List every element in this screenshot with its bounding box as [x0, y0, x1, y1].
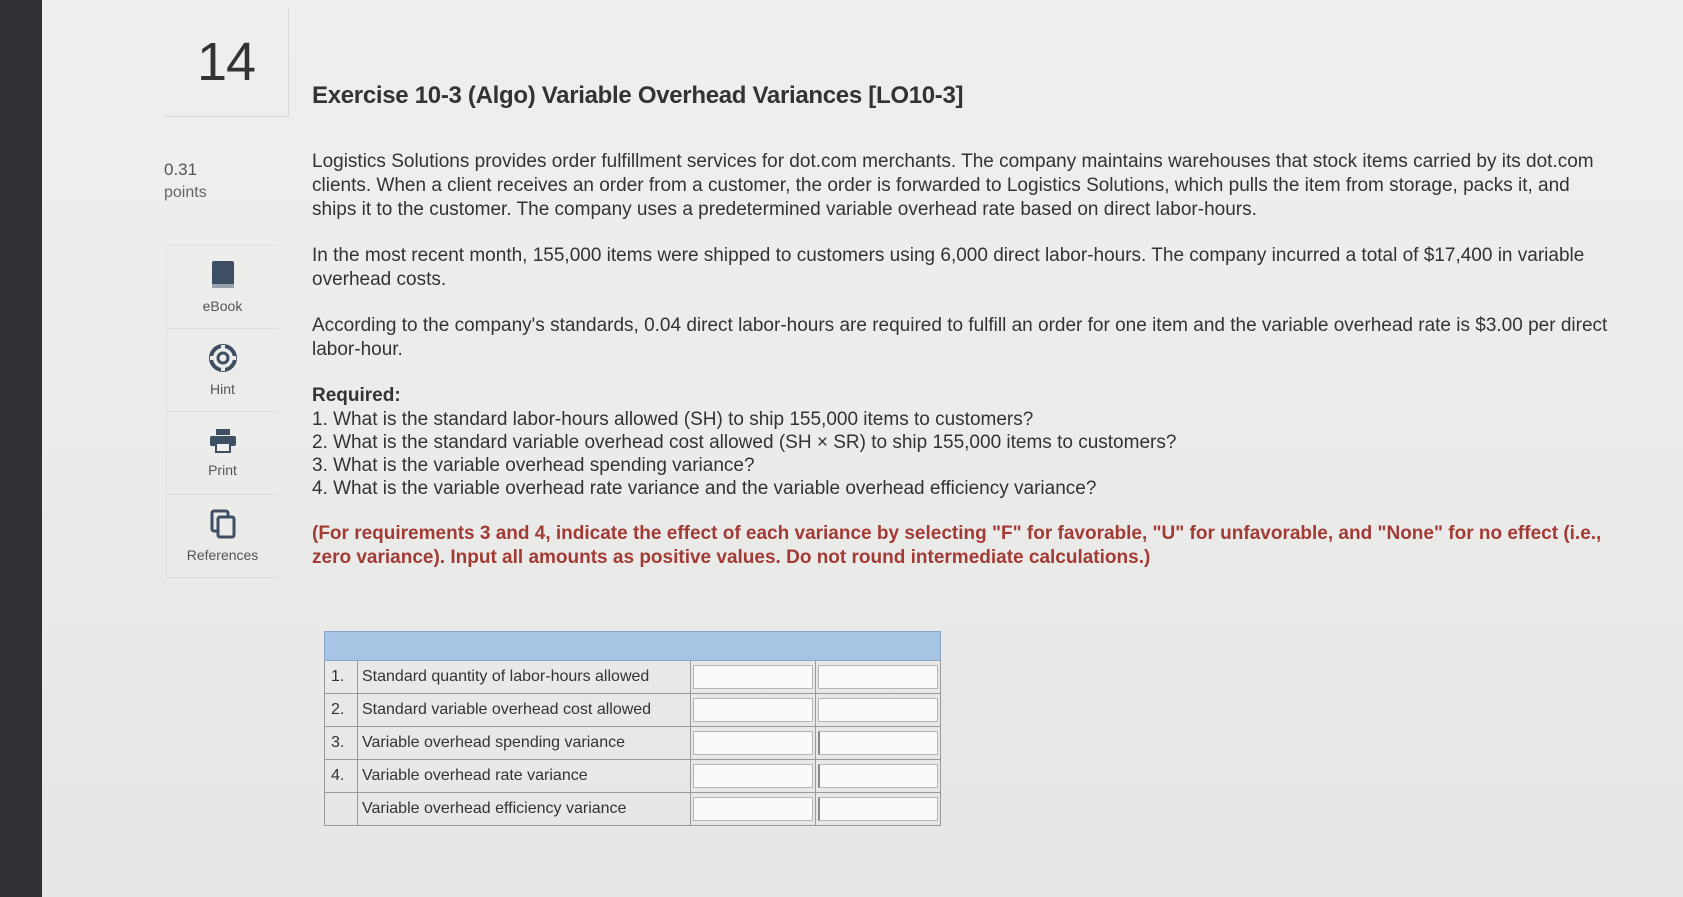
- references-label: References: [186, 547, 259, 563]
- requirements-list: [312, 408, 1612, 500]
- sh-unit-input[interactable]: [818, 665, 938, 689]
- spending-variance-select[interactable]: [818, 731, 938, 755]
- row-label: Standard quantity of labor-hours allowed: [358, 661, 691, 694]
- table-row: [325, 694, 941, 727]
- spending-variance-input[interactable]: [693, 731, 813, 755]
- answer-table: [324, 631, 941, 826]
- printer-icon: [208, 428, 238, 454]
- requirement-item: 3. What is the variable overhead spending variance?: [312, 455, 755, 476]
- question-number-box: [164, 8, 289, 117]
- instruction-text: (For requirements 3 and 4, indicate the effect of each variance by selecting "F" for favorable, "U" for unfavorable, and "None" for no effect (i.e., zero variance). Input all amounts as positive values. Do not round intermediate calculations.): [312, 523, 1602, 568]
- print-label: Print: [208, 462, 237, 478]
- table-row: [325, 793, 941, 826]
- requirement-item: 2. What is the standard variable overhead cost allowed (SH × SR) to ship 155,000 items to customers?: [312, 432, 1177, 453]
- standard-cost-extra-input[interactable]: [818, 698, 938, 722]
- book-icon: [210, 260, 236, 290]
- hint-label: Hint: [210, 381, 235, 397]
- hint-button[interactable]: [166, 329, 278, 412]
- required-heading: Required:: [312, 385, 401, 406]
- exercise-paragraph-3: According to the company's standards, 0.04 direct labor-hours are required to fulfill an order for one item and the variable overhead rate is $3.00 per direct labor-hour.: [312, 315, 1608, 360]
- ebook-label: eBook: [202, 298, 243, 314]
- row-label: Variable overhead rate variance: [358, 760, 691, 793]
- row-number: 4.: [325, 760, 358, 793]
- standard-cost-input[interactable]: [693, 698, 813, 722]
- print-button[interactable]: [166, 412, 278, 495]
- table-header-row: [325, 632, 941, 661]
- hint-icon: [208, 343, 238, 373]
- row-label: Standard variable overhead cost allowed: [358, 694, 691, 727]
- row-label: Variable overhead spending variance: [358, 727, 691, 760]
- table-row: [325, 661, 941, 694]
- exercise-paragraph-1: Logistics Solutions provides order fulfillment services for dot.com merchants. The company maintains warehouses that stock items carried by its dot.com clients. When a client receives an order from a customer, the order is forwarded to Logistics Solutions, which pulls the item from storage, packs it, and ships it to the customer. The company uses a predetermined variable overhead rate based on direct labor-hours.: [312, 151, 1594, 220]
- table-row: [325, 727, 941, 760]
- row-label: Variable overhead efficiency variance: [358, 793, 691, 826]
- rate-variance-input[interactable]: [693, 764, 813, 788]
- tools-sidebar: [166, 245, 278, 578]
- references-button[interactable]: [166, 495, 278, 578]
- row-number: 1.: [325, 661, 358, 694]
- efficiency-variance-select[interactable]: [818, 797, 938, 821]
- requirement-item: 4. What is the variable overhead rate variance and the variable overhead efficiency variance?: [312, 478, 1097, 499]
- exercise-paragraph-2: In the most recent month, 155,000 items were shipped to customers using 6,000 direct labor-hours. The company incurred a total of $17,400 in variable overhead costs.: [312, 245, 1585, 290]
- table-row: [325, 760, 941, 793]
- requirement-item: 1. What is the standard labor-hours allowed (SH) to ship 155,000 items to customers?: [312, 409, 1034, 430]
- points-label: points: [164, 184, 207, 201]
- question-page: [42, 0, 1683, 897]
- rate-variance-select[interactable]: [818, 764, 938, 788]
- references-icon: [209, 509, 237, 539]
- points-value: 0.31: [164, 160, 198, 179]
- row-number: 2.: [325, 694, 358, 727]
- row-number: [325, 793, 358, 826]
- ebook-button[interactable]: [166, 245, 278, 329]
- table-header-cell: [325, 632, 941, 661]
- exercise-body: [312, 150, 1612, 592]
- exercise-title: Exercise 10-3 (Algo) Variable Overhead Variances [LO10-3]: [312, 82, 964, 109]
- row-number: 3.: [325, 727, 358, 760]
- efficiency-variance-input[interactable]: [693, 797, 813, 821]
- sh-amount-input[interactable]: [693, 665, 813, 689]
- question-number: 14: [196, 32, 256, 92]
